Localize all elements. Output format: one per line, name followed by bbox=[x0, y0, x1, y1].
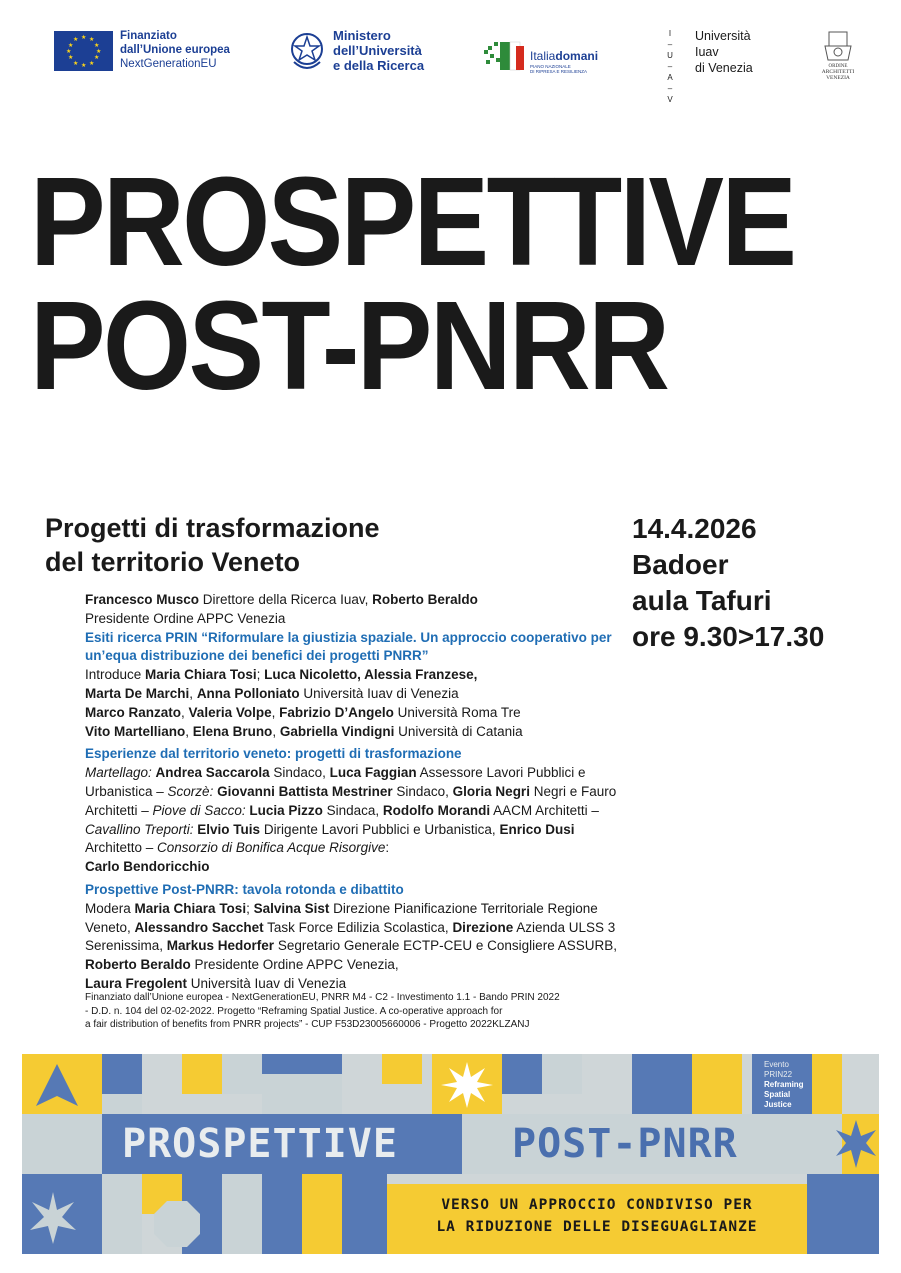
banner-tagline: VERSO UN APPROCCIO CONDIVISO PER LA RIDUZIONE DELLE DISEGUAGLIANZE bbox=[436, 1197, 758, 1235]
event-date: 14.4.2026 bbox=[632, 513, 757, 544]
svg-text:VENEZIA: VENEZIA bbox=[826, 75, 850, 80]
triangle-shape-icon bbox=[32, 1060, 82, 1110]
italiadomani-logo-icon bbox=[482, 38, 526, 74]
star-shape-icon bbox=[832, 1116, 879, 1172]
banner-word-post-pnrr: POST-PNRR bbox=[512, 1121, 738, 1167]
event-subtitle: Progetti di trasformazione del territorio Veneto bbox=[45, 513, 380, 577]
section-experiences-speakers: Martellago: Andrea Saccarola Sindaco, Luca Faggian Assessore Lavori Pubblici e Urbanistica – Scorzè: Giovanni Battista Mestriner Sindaco, Gloria Negri Negri e Fauro Architetti – Piove di Sacco: Lucia Pizzo Sindaca, Rodolfo Morandi AACM Architetti – Cavallino Treporti: Elvio Tuis Dirigente Lavori Pubblici e Urbanistica, Enrico Dusi Architetto – Consorzio di Bonifica Acque Risorgive: Carlo Bendoricchio bbox=[85, 765, 617, 875]
starburst-light-icon bbox=[28, 1190, 78, 1246]
svg-text:ARCHITETTI: ARCHITETTI bbox=[821, 69, 855, 75]
event-room: aula Tafuri bbox=[632, 585, 772, 616]
section-roundtable-speakers: Modera Maria Chiara Tosi; Salvina Sist Direzione Pianificazione Territoriale Regione Veneto, Alessandro Sacchet Task Force Edilizia Scolastica, Direzione Azienda ULSS 3 Serenissima, Markus Hedorfer Segretario Generale ECTP-CEU e Consigliere ASSURB, Roberto Beraldo Presidente Ordine APPC Venezia, Laura Fregolent Università Iuav di Venezia bbox=[85, 900, 617, 991]
funding-disclaimer: Finanziato dall’Unione europea - NextGenerationEU, PNRR M4 - C2 - Investimento 1.1 - Bando PRIN 2022 - D.D. n. 104 del 02-02-2022. Progetto “Reframing Spatial Justice. A co-operative approach for a fair distribution of benefits from PNRR projects” - CUP F53D23005660006 - Progetto 2022KLZANJ bbox=[85, 992, 560, 1030]
italian-republic-emblem-icon bbox=[288, 30, 326, 74]
octagon-shape-icon bbox=[152, 1199, 202, 1249]
iuav-label: Università Iuav di Venezia bbox=[695, 29, 753, 75]
ministry-label: Ministero dell’Università e della Ricerca bbox=[333, 28, 425, 73]
prin-event-tag: Evento PRIN22 Reframing Spatial Justice bbox=[764, 1060, 804, 1109]
section-heading-roundtable: Prospettive Post-PNRR: tavola rotonda e dibattito bbox=[85, 881, 404, 897]
page-title: PROSPETTIVE POST-PNRR bbox=[30, 151, 795, 416]
svg-text:ORDINE: ORDINE bbox=[828, 64, 848, 69]
event-venue: Badoer bbox=[632, 549, 729, 580]
ordine-architetti-venezia-logo bbox=[815, 30, 861, 80]
opening-speakers: Francesco Musco Direttore della Ricerca Iuav, Roberto Beraldo Presidente Ordine APPC Venezia bbox=[85, 592, 478, 626]
section-prin-speakers: Introduce Maria Chiara Tosi; Luca Nicoletto, Alessia Franzese, Marta De Marchi, Anna Polloniato Università Iuav di Venezia Marco Ranzato, Valeria Volpe, Fabrizio D’Angelo Università Roma Tre Vito Martelliano, Elena Bruno, Gabriella Vindigni Università di Catania bbox=[85, 667, 523, 739]
event-banner bbox=[22, 1054, 879, 1254]
event-date-place bbox=[632, 511, 824, 655]
program-text bbox=[85, 591, 625, 994]
iuav-vertical-mark: I – U – A – V bbox=[667, 29, 673, 104]
starburst-icon bbox=[439, 1060, 495, 1110]
eu-flag-logo: ★ ★ ★ ★ ★ ★ ★ ★ ★ ★ ★ ★ bbox=[54, 31, 113, 71]
event-time: ore 9.30>17.30 bbox=[632, 621, 825, 652]
banner-word-prospettive: PROSPETTIVE bbox=[122, 1121, 398, 1167]
section-heading-experiences: Esperienze dal territorio veneto: progetti di trasformazione bbox=[85, 746, 462, 762]
eu-funding-label: Finanziato dall’Unione europea NextGenerationEU bbox=[120, 30, 230, 70]
italiadomani-sublabel: PIANO NAZIONALE DI RIPRESA E RESILIENZA bbox=[530, 64, 588, 74]
section-heading-prin: Esiti ricerca PRIN “Riformulare la giustizia spaziale. Un approccio cooperativo per un’equa distribuzione dei benefici dei progetti PNRR” bbox=[85, 629, 612, 664]
italiadomani-label: Italiadomani bbox=[530, 49, 599, 63]
